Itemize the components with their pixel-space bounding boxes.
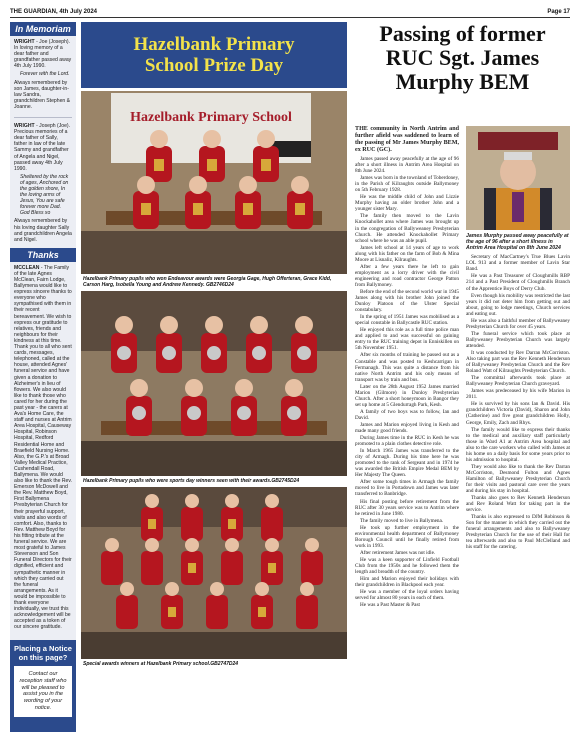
article-paragraph: He took up further employment in the environmental health department of Ballymoney Borough Council until he finally retired from work in 1993. (355, 524, 459, 549)
page-header (10, 6, 570, 18)
article-paragraph: James was born in the townland of Toberdoney, in the Parish of Kilraughts outside Ballymoney on 5th February 1928. (355, 175, 459, 194)
photo-illustration (81, 291, 347, 476)
memoriam-column (10, 22, 76, 732)
article-column-right (466, 126, 570, 551)
page-number: Page 17 (547, 8, 570, 15)
prize-day-column (81, 22, 347, 732)
placing-notice-box (10, 640, 76, 732)
article-paragraph: Later on the 28th August 1952 James married Marion (Gilmore) in Dunloy Presbyterian Church. After a short honeymoon in Bangor they set up home at 5 Glendurragh Park, Kesh. (355, 383, 459, 408)
thanks-heading: Thanks (10, 248, 76, 262)
memoriam-entry (10, 120, 76, 248)
portrait-illustration (466, 126, 570, 230)
special-awards-photo (81, 487, 347, 659)
entry-text: - Joe (Joseph). In loving memory of a dear father and grandfather passed away 4th July 1990. (14, 39, 72, 70)
article-paragraph: He enjoyed this role as a full time police man and applied to and was successful on gaining entry to the RUC training depot in Enniskillen on 5th November 1951. (355, 327, 459, 352)
article-paragraph: During James time in the RUC in Kesh he was promoted to a plain clothes detective role. (355, 435, 459, 448)
article-paragraph: The committal afterwards took place at Ballyweaney Presbyterian Church graveyard. (466, 375, 570, 388)
article-paragraph: A family of two boys was to follow, Ian and David. (355, 408, 459, 421)
article-paragraph: He was also a faithful member of Ballyweaney Presbyterian Church for over 45 years. (466, 317, 570, 330)
entry-text: - Joseph (Joe). Precious memories of a dear father of Sally, father in law of the late Sammy and grandfather of Angela and Nigel, passed away 4th July 1990. (14, 123, 71, 172)
article-paragraph: Even though his mobility was restricted the last years it did not deter him from getting out and about, going to lodge meetings, Church services and eating out. (466, 292, 570, 317)
article-paragraph: James was predeceased by his wife Marion in 2011. (466, 388, 570, 401)
article-paragraph: James passed away peacefully at the age of 96 after a short illness in Antrim Area Hospital on 8th June 2024. (355, 156, 459, 175)
photo-illustration (81, 487, 347, 659)
prize-day-title (134, 34, 295, 76)
article-paragraph: Him and Marion enjoyed their holidays with their grandchildren in Blackpool each year. (355, 576, 459, 589)
article-paragraph: He is survived by his sons Ian & David. His grandchildren Victoria (David), Sharon and John (Catherine) and five great grandchildren Holly, George, Emily, Zach and Rhys. (466, 401, 570, 426)
article-lede: THE community in North Antrim and further afield was saddened to learn of the passing of Mr James Murphy BEM, ex RUC (GC). (355, 126, 459, 153)
entry-verse: Forever with the Lord. (20, 71, 70, 78)
special-awards-caption: Special awards winners at Hazelbank Primary school.GB2747D24 (83, 661, 239, 667)
article-paragraph: Thanks also goes to Rev Kenneth Henderson and Rev Roland Watt for taking part in the service. (466, 495, 570, 514)
sports-day-photo (81, 291, 347, 476)
article-paragraph: It was conducted by Rev Darran McCorriston. Also taking part was the Rev Kenneth Henderson of Ballyweaney Presbyterian Church and the Rev Roland Watt of Kilraughts Presbyterian Church. (466, 349, 570, 375)
article-paragraph: Thanks is also expressed to DJM Robinson & Son for the manner in which they carried out the funeral arrangements and also to Ballyweaney Presbyterian Church for the use of their Hall for tea afterwards and also to Paul McClelland and his staff for the catering. (466, 514, 570, 551)
placing-notice-text: Contact our reception staff who will be pleased to assist you in the wording of your notice. (14, 666, 72, 717)
article-paragraph: He was a keen supporter of Linfield Football Club from the 1950s and he followed them the length and breadth of the country. (355, 556, 459, 576)
article-paragraph: Secretary of MacCartney's True Blues Lavin LOL 913 and a former member of Lavin Star Band. (466, 254, 570, 273)
memoriam-entry (10, 36, 76, 115)
portrait-caption: James Murphy passed away peacefully at the age of 96 after a short illness in Antrim Area Hospital on 8th June 2024 (466, 233, 569, 252)
publication-date: THE GUARDIAN, 4th July 2024 (10, 8, 98, 15)
endeavour-awards-photo (81, 91, 347, 274)
article-paragraph: He was a Past Treasurer of Cloughmills RBP 214 and a Past President of Cloughmills Branch of the Apprentice Boys of Derry Club. (466, 273, 570, 292)
article-column (355, 22, 570, 732)
thanks-entry (10, 262, 76, 636)
entry-verse: Sheltered by the rock of ages, Anchored on the golden shore, In the loving arms of Jesus, You are safe forever more Dad. God Bless xo (20, 173, 69, 217)
article-paragraph: The family then moved to the Lavin Knockahollet area where James was brought up in the congregation of Ballyweaney Presbyterian Church. He attended Knockahollet Primary school where he was an able pupil. (355, 213, 459, 244)
entry-name: WRIGHT (14, 39, 35, 45)
article-paragraph: They would also like to thank the Rev Darran McCorriston, Desmond Fulton and Agnes Hamilton of Ballyweaney Presbyterian Church for their visits and pastoral care over the years and during his stay in hospital. (466, 463, 570, 495)
article-headline: Passing of former RUC Sgt. James Murphy BEM (379, 21, 546, 94)
portrait-photo (466, 126, 570, 230)
endeavour-caption: Hazelbank Primary pupils who won Endeavour awards were Georgia Gage, Hugh Offerteran, Grace Kidd, Carson Harg, Isobella Young and Andrew Kennedy. GB2746D24 (83, 276, 332, 288)
thanks-name: MCCLEAN (14, 264, 40, 271)
article-paragraph: After a few years there he left to gain employment as a lorry driver with the civil engineering and road contractor George Patton from Ballymoney. (355, 263, 459, 288)
sports-day-caption: Hazelbank Primary pupils who were sports day winners seen with their awards.GB2745D24 (83, 478, 300, 484)
divider (14, 117, 72, 118)
entry-name: WRIGHT (14, 123, 35, 130)
article-paragraph: He was the middle child of John and Lizzie Murphy having an older brother John and a younger sister Mary. (355, 194, 459, 213)
article-paragraph: In the spring of 1951 James was mobilised as a special constable in Ballycastle RUC station. (355, 314, 459, 327)
article-paragraph: James left school at 14 years of age to work along with his father on the farm of Bob & Mina Moore at Lisnaliz, Kilraughts. (355, 244, 459, 263)
memoriam-heading: In Memoriam (10, 22, 76, 36)
article-column-left (355, 126, 459, 609)
placing-notice-title: Placing a Notice on this page? (14, 644, 72, 662)
article-body (355, 126, 570, 732)
article-paragraph: His final posting before retirement from the RUC after 30 years service was to Antrim where he retired in June 1980. (355, 498, 459, 517)
article-paragraph: Before the end of the second world war in 1945 James along with his brother John joined the Dunloy Platoon of the Ulster Special constabulary. (355, 288, 459, 314)
article-paragraph: He was a member of the loyal orders having served for almost 80 years in each of them. (355, 589, 459, 602)
prize-title-line2: School Prize Day (144, 55, 284, 76)
prize-title-line1: Hazelbank Primary (133, 34, 295, 55)
article-paragraph: In March 1965 James was transferred to the city of Armagh. During his time here he was promoted to the rank of Sergeant and in 1974 he was awarded the British Empire Medal BEM by Her Majesty The Queen. (355, 448, 459, 479)
article-paragraph: After six months of training he passed out as a Constable and was posted to Keshcarrigan in Fermanagh. This was quite a distance from his native North Antrim and his only means of transport was by train and bus. (355, 352, 459, 383)
article-paragraph: After some tough times in Armagh the family moved to live in Portadown and James was later transferred to Banbridge. (355, 479, 459, 498)
entry-sign: Always remembered by son James, daughter-in-law Sandra, grandchildren Stephen & Joanne. (14, 79, 71, 110)
article-paragraph: He was a Past Master & Past (360, 602, 420, 609)
prize-day-banner (81, 22, 347, 88)
article-paragraph: The family moved to live in Ballymena. (360, 517, 444, 524)
school-sign: Hazelbank Primary School (130, 110, 292, 125)
article-paragraph: The funeral service which took place at Ballyweaney Presbyterian Church was largely attended. (466, 330, 570, 349)
article-paragraph: James and Marion enjoyed living in Kesh and made many good friends. (355, 421, 459, 435)
entry-sign: Always remembered by his loving daughter Sally and grandchildren Angela and Nigel. (14, 218, 72, 243)
thanks-text: - The Family of the late Agnes McClean, Fairn Lodge, Ballymena would like to express sincere thanks to everyone who sympathised with them in their recent bereavement. We wish to express our gratitude to relatives, friends and neighbours for their kindness at this time. Thank you to all who sent cards, messages, telephoned, called at the house, attended Agnes' funeral service and have given a donation to Alzheimer's in lieu of flowers. We also would like to thank those who cared for her during the past year - the carers at Ava's Home Care, the staff and nurses at Antrim Area Hospital, Causeway Hospital, Robinson Hospital, Redford Residential Home and Braefield Nursing Home. Also, the G.P.'s at Broad Valley Medical Practice, Cushendall Road, Ballymena. We would also like to thank the Rev. Emerson McDowell and the Rev. Matthew Boyd, First Ballymena Presbyterian Church for their prayerful support, visits and also words of comfort. Also, thanks to Rev. Matthew Boyd for his fitting tribute at the funeral service. We are most grateful to James Stevenson and Son Funeral Directors for their dignified, efficient and sympathetic manner in which they carried out the funeral arrangements. As it would be impossible to thank everyone individually, we trust this acknowledgement will be accepted as a token of our sincere gratitude. (14, 264, 72, 631)
article-paragraph: The family would like to express their thanks to the medical and auxiliary staff particularly those in Ward A1 at Antrim Area hospital and also to the care workers who called with James at his home on a daily basis for some years prior to his admission to hospital. (466, 426, 570, 463)
photo-illustration (81, 91, 347, 274)
article-paragraph: After retirement James was not idle. (360, 549, 436, 556)
